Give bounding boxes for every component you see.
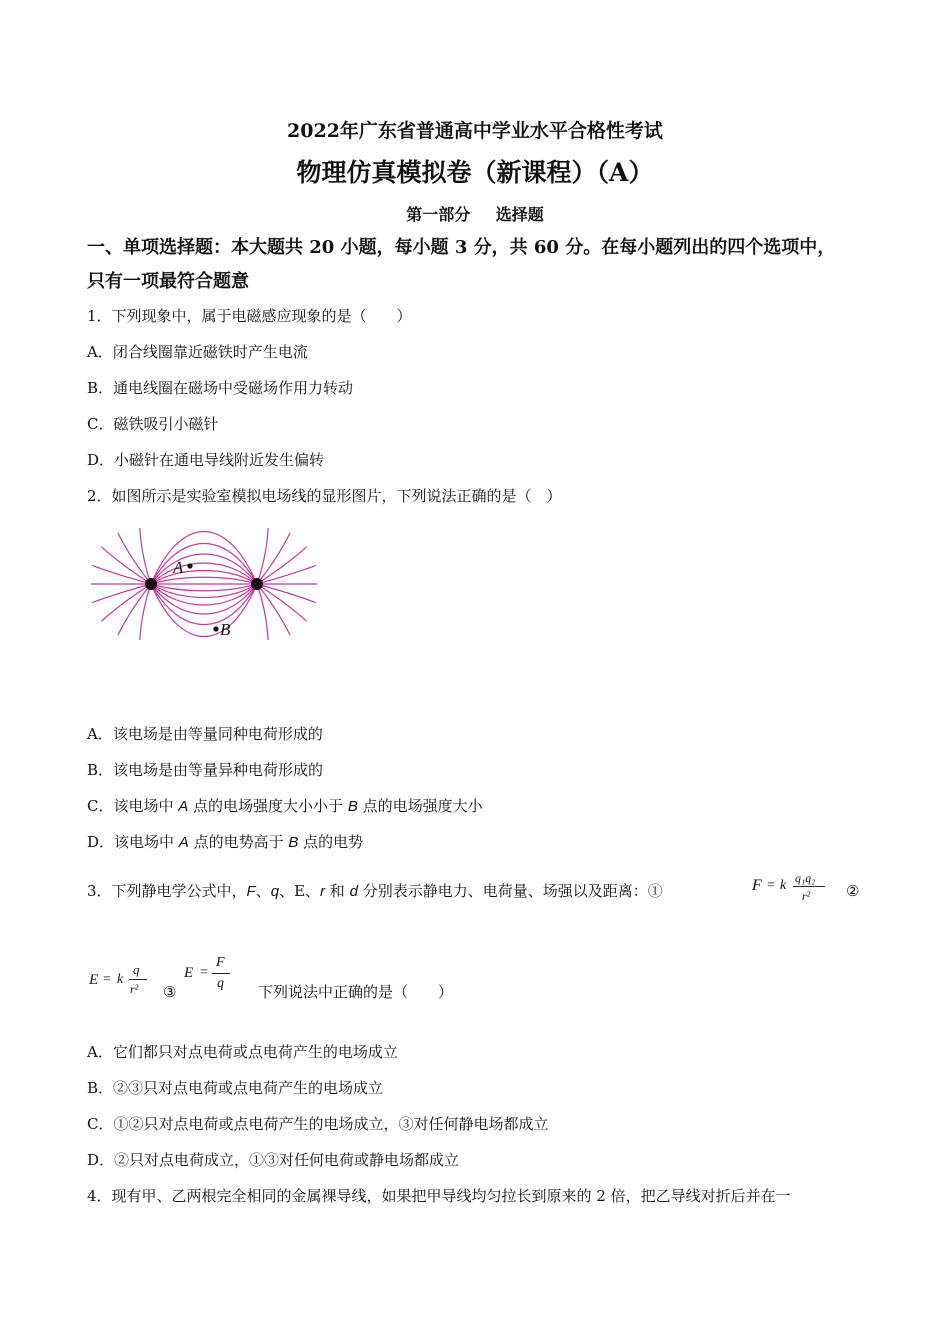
point-a-label: A — [173, 558, 184, 577]
point-a-dot — [187, 563, 192, 568]
q3-question: 下列说法中正确的是（ ） — [258, 983, 454, 1001]
q3-option-d: D．②只对点电荷成立，①③对任何电荷或静电场都成立 — [87, 1151, 460, 1169]
field-line-ray-right — [257, 584, 316, 603]
field-line-ray-right — [257, 584, 307, 621]
point-b-dot — [213, 626, 218, 631]
field-line-arc — [151, 584, 257, 614]
field-line-arc — [151, 544, 257, 585]
q3-option-c: C．①②只对点电荷或点电荷产生的电场成立，③对任何静电场都成立 — [87, 1115, 549, 1133]
field-line-arc — [151, 554, 257, 584]
circle-2: ② — [846, 882, 860, 900]
field-line-arc — [151, 584, 257, 625]
q1-option-b: B．通电线圈在磁场中受磁场作用力转动 — [87, 379, 354, 397]
part-heading: 第一部分 选择题 — [406, 205, 544, 224]
field-line-ray-right — [257, 528, 268, 584]
right-charge — [251, 578, 263, 590]
field-line-ray-left — [101, 547, 151, 584]
q2-option-c: C．该电场中 A 点的电场强度大小小于 B 点的电场强度大小 — [87, 797, 483, 815]
field-lines — [91, 528, 317, 640]
left-charge — [145, 578, 157, 590]
q4-stem: 4．现有甲、乙两根完全相同的金属裸导线，如果把甲导线均匀拉长到原来的 2 倍，把乙导线对折后并在一 — [87, 1187, 791, 1205]
section-instructions-line1: 一、单项选择题：本大题共 20 小题，每小题 3 分，共 60 分。在每小题列出的四个选项中， — [87, 237, 836, 258]
section-instructions-line2: 只有一项最符合题意 — [87, 271, 249, 292]
field-line-ray-left — [92, 584, 151, 603]
field-line-ray-right — [257, 547, 307, 584]
q2-stem: 2．如图所示是实验室模拟电场线的显形图片，下列说法正确的是（ ） — [87, 487, 562, 505]
q1-option-d: D．小磁针在通电导线附近发生偏转 — [87, 451, 325, 469]
q2-option-a: A．该电场是由等量同种电荷形成的 — [87, 725, 323, 743]
q2-option-b: B．该电场是由等量异种电荷形成的 — [87, 761, 324, 779]
point-b-label: B — [220, 620, 231, 639]
q1-option-c: C．磁铁吸引小磁针 — [87, 415, 219, 433]
q3-option-a: A．它们都只对点电荷或点电荷产生的电场成立 — [87, 1043, 398, 1061]
field-line-arc — [151, 577, 257, 584]
electric-field-figure — [86, 518, 331, 653]
field-line-arc — [151, 584, 257, 591]
exam-title: 2022年广东省普通高中学业水平合格性考试 — [287, 120, 663, 142]
q2-option-d: D．该电场中 A 点的电势高于 B 点的电势 — [87, 833, 364, 851]
circle-3: ③ — [163, 983, 177, 1001]
field-line-ray-left — [101, 584, 151, 621]
exam-subtitle: 物理仿真模拟卷（新课程）（A） — [296, 158, 654, 187]
q3-option-b: B．②③只对点电荷或点电荷产生的电场成立 — [87, 1079, 384, 1097]
field-line-ray-left — [140, 584, 151, 640]
field-line-ray-left — [92, 565, 151, 584]
q3-stem: 3．下列静电学公式中，F、q、E、r 和 d 分别表示静电力、电荷量、场强以及距离：① — [87, 882, 663, 900]
field-line-ray-left — [140, 528, 151, 584]
q1-stem: 1．下列现象中，属于电磁感应现象的是（ ） — [87, 307, 412, 325]
exam-page: 2022年广东省普通高中学业水平合格性考试 物理仿真模拟卷（新课程）（A） 第一部分 选择题 一、单项选择题：本大题共 20 小题，每小题 3 分，共 60 分。在每小题列出的四个选项中， 只有一项最符合题意 1．下列现象中，属于电磁感应现象的是（ ） A．闭合线圈靠近磁铁时产生电流 B．通电线圈在磁场中受磁场作用力转动 C．磁铁吸引小磁针 D．小磁针在通电导线附近发生偏转 2．如图所示是实验室模拟电场线的显形图片，下列说法正确的是（ ） A B A．该电场是由等量同种电荷形成的 B．该电场是由等量异种电荷形成的 C．该电场中 A 点的电场强度大小小于 B 点的电场强度大小 D．该电场中 A 点的电势高于 B 点的电势 3．下列静电学公式中，F、q、E、r 和 d 分别表示静电力、电荷量、场强以及距离：① F = k q₁q₂ r² ② E = k q r² ③ E = F q 下列说法中正确的是（ ） A．它们都只对点电荷或点电荷产生的电场成立 B．②③只对点电荷或点电荷产生的电场成立 C．①②只对点电荷或点电荷产生的电场成立，③对任何静电场都成立 D．②只对点电荷成立，①③对任何电荷或静电场都成立 4．现有甲、乙两根完全相同的金属裸导线，如果把甲导线均匀拉长到原来的 2 倍，把乙导线对折后并在一 — [0, 0, 950, 1344]
field-line-ray-right — [257, 584, 268, 640]
field-line-ray-right — [257, 565, 316, 584]
q1-option-a: A．闭合线圈靠近磁铁时产生电流 — [87, 343, 308, 361]
